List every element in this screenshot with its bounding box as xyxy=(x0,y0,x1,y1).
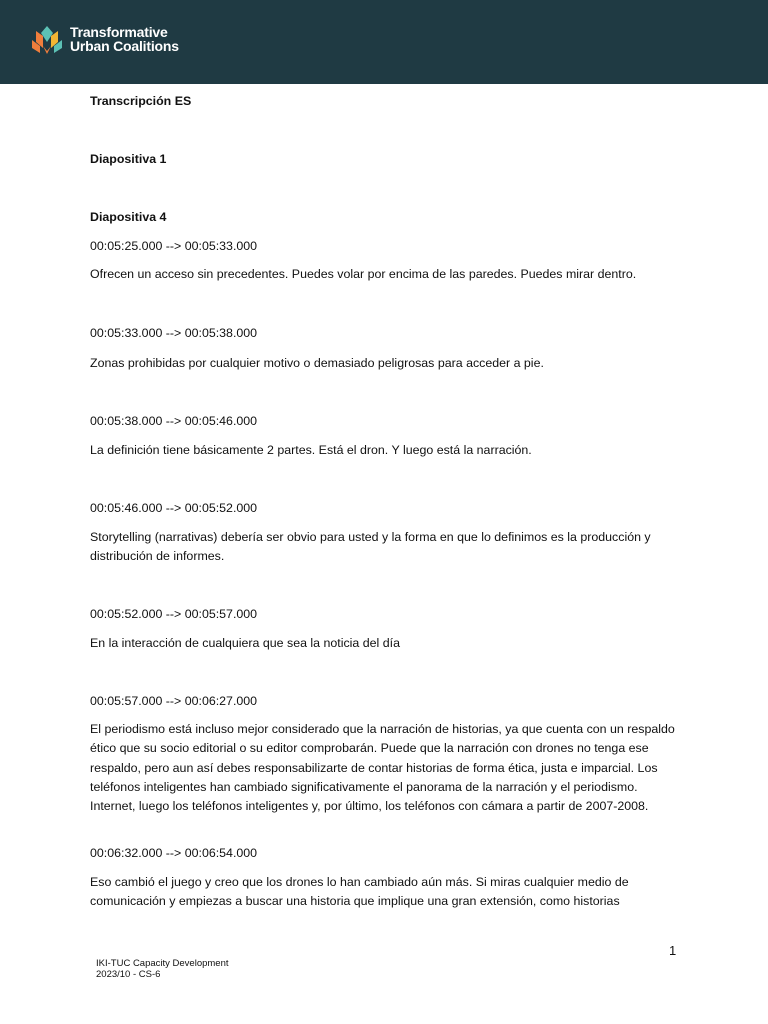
lotus-logo-icon xyxy=(30,22,64,56)
transcript-paragraph: Ofrecen un acceso sin precedentes. Puedes volar por encima de las paredes. Puedes mirar dentro. xyxy=(90,267,637,281)
brand-logo xyxy=(30,22,179,56)
transcript-paragraph: La definición tiene básicamente 2 partes. Está el dron. Y luego está la narración. xyxy=(90,443,532,457)
page-header xyxy=(0,0,768,84)
timestamp: 00:05:38.000 --> 00:05:46.000 xyxy=(90,414,258,428)
transcript-paragraph: Eso cambió el juego y creo que los drones lo han cambiado aún más. Si miras cualquier medio de comunicación y empiezas a buscar una historia que implique una gran extensión, como historias xyxy=(90,875,629,909)
timestamp: 00:05:57.000 --> 00:06:27.000 xyxy=(90,694,258,708)
timestamp: 00:05:25.000 --> 00:05:33.000 xyxy=(90,239,258,253)
timestamp: 00:05:46.000 --> 00:05:52.000 xyxy=(90,501,258,515)
brand-line-1: Transformative xyxy=(70,24,168,40)
document-title: Transcripción ES xyxy=(90,94,192,108)
timestamp: 00:06:32.000 --> 00:06:54.000 xyxy=(90,846,258,860)
transcript-paragraph: Storytelling (narrativas) debería ser obvio para usted y la forma en que lo definimos es la producción y distribución de informes. xyxy=(90,530,651,564)
page-number: 1 xyxy=(669,943,677,958)
brand-name xyxy=(70,25,179,53)
transcript-paragraph: En la interacción de cualquiera que sea la noticia del día xyxy=(90,636,400,650)
footer-line-1: IKI-TUC Capacity Development xyxy=(96,958,229,969)
slide-heading-4: Diapositiva 4 xyxy=(90,210,167,224)
timestamp: 00:05:33.000 --> 00:05:38.000 xyxy=(90,326,258,340)
slide-heading-1: Diapositiva 1 xyxy=(90,152,167,166)
timestamp: 00:05:52.000 --> 00:05:57.000 xyxy=(90,607,258,621)
brand-line-2: Urban Coalitions xyxy=(70,38,179,54)
transcript-paragraph: El periodismo está incluso mejor considerado que la narración de historias, ya que cuenta con un respaldo ético que su socio editorial o su editor comprobarán. Puede que la narración con drones no tenga ese respaldo, pero aun así debes responsabilizarte de contar historias de forma ética, justa e imparcial. Los teléfonos inteligentes han cambiado significativamente el panorama de la narración y el periodismo. Internet, luego los teléfonos inteligentes y, por último, los teléfonos con cámara a partir de 2007-2008. xyxy=(90,722,675,814)
page-footer xyxy=(96,958,229,980)
footer-line-2: 2023/10 - CS-6 xyxy=(96,969,161,980)
transcript-paragraph: Zonas prohibidas por cualquier motivo o demasiado peligrosas para acceder a pie. xyxy=(90,356,544,370)
